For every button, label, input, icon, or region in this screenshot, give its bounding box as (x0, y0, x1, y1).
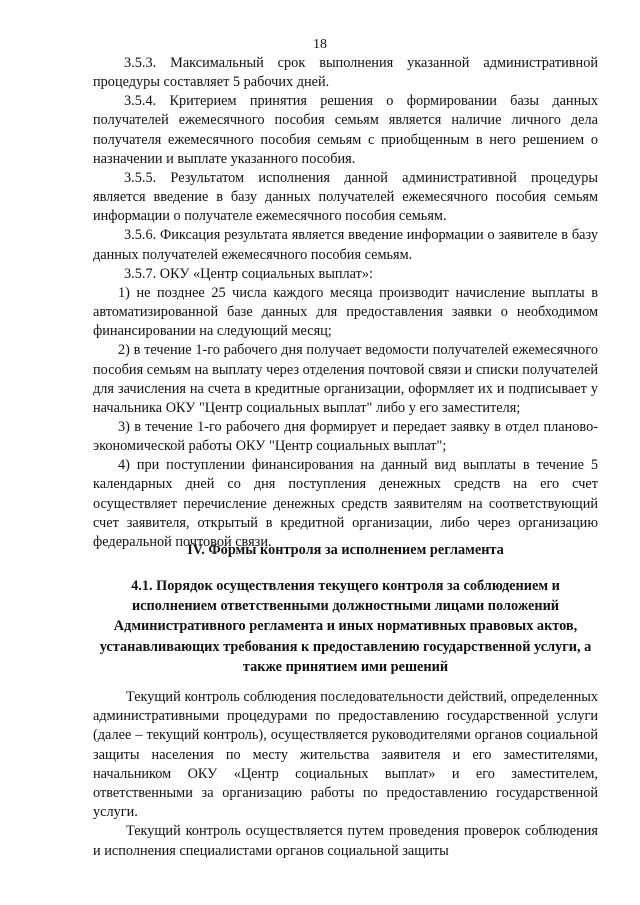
section-4-1-body (93, 688, 598, 861)
section-3-5-body (93, 54, 598, 552)
paragraph-current-control: Текущий контроль соблюдения последовательности действий, определенных административными процедурами по предоставлению государственной услуги (далее – текущий контроль), осуществляется руководителями органов социальной защиты населения по месту жительства заявителя и его заместителями, начальником ОКУ «Центр социальных выплат» и его заместителем, ответственными за организацию работы по предоставлению государственной услуги. (93, 689, 598, 821)
paragraph-3-5-5: 3.5.5. Результатом исполнения данной административной процедуры является введение в базу данных получателей ежемесячного пособия семьям информации о получателе ежемесячного пособия семьям. (93, 169, 598, 225)
subsection-heading: 4.1. Порядок осуществления текущего контроля за соблюдением и исполнением ответственными должностными лицами положений Административного регламента и иных нормативных правовых актов, устанавливающих требования к предоставлению государственной услуги, а также принятием ими решений (99, 578, 592, 675)
paragraph-control-method: Текущий контроль осуществляется путем проведения проверок соблюдения и исполнения специалистами органов социальной защиты (93, 823, 598, 859)
list-item-2: 2) в течение 1-го рабочего дня получает ведомости получателей ежемесячного пособия семьям на выплату через отделения почтовой связи и списки получателей для зачисления на счета в кредитные организации, оформляет их и подписывает у начальника ОКУ "Центр социальных выплат" либо у его заместителя; (93, 342, 598, 416)
section-heading: IV. Формы контроля за исполнением регламента (187, 542, 504, 558)
paragraph-3-5-7: 3.5.7. ОКУ «Центр социальных выплат»: (124, 265, 374, 282)
paragraph-3-5-6: 3.5.6. Фиксация результата является введение информации о заявителе в базу данных получателей ежемесячного пособия семьям. (93, 227, 598, 263)
paragraph-3-5-3: 3.5.3. Максимальный срок выполнения указанной административной процедуры составляет 5 рабочих дней. (93, 55, 598, 91)
list-item-1: 1) не позднее 25 числа каждого месяца производит начисление выплаты в автоматизированной базе данных для предоставления заявки о необходимом финансировании на следующий месяц; (93, 284, 598, 340)
page-number: 18 (313, 37, 327, 52)
list-item-3: 3) в течение 1-го рабочего дня формирует и передает заявку в отдел планово-экономической работы ОКУ "Центр социальных выплат"; (93, 418, 598, 455)
paragraph-3-5-4: 3.5.4. Критерием принятия решения о формировании базы данных получателей ежемесячного пособия семьям является наличие личного дела получателя ежемесячного пособия семьям с приобщенным в него решением о назначении и выплате указанного пособия. (93, 93, 598, 167)
list-item-4: 4) при поступлении финансирования на данный вид выплаты в течение 5 календарных дней со дня поступления денежных средств на его счет осуществляет перечисление денежных средств заявителям на соответствующий счет заявителя, открытый в кредитной организации, либо через организацию федеральной почтовой связи. (93, 457, 598, 550)
